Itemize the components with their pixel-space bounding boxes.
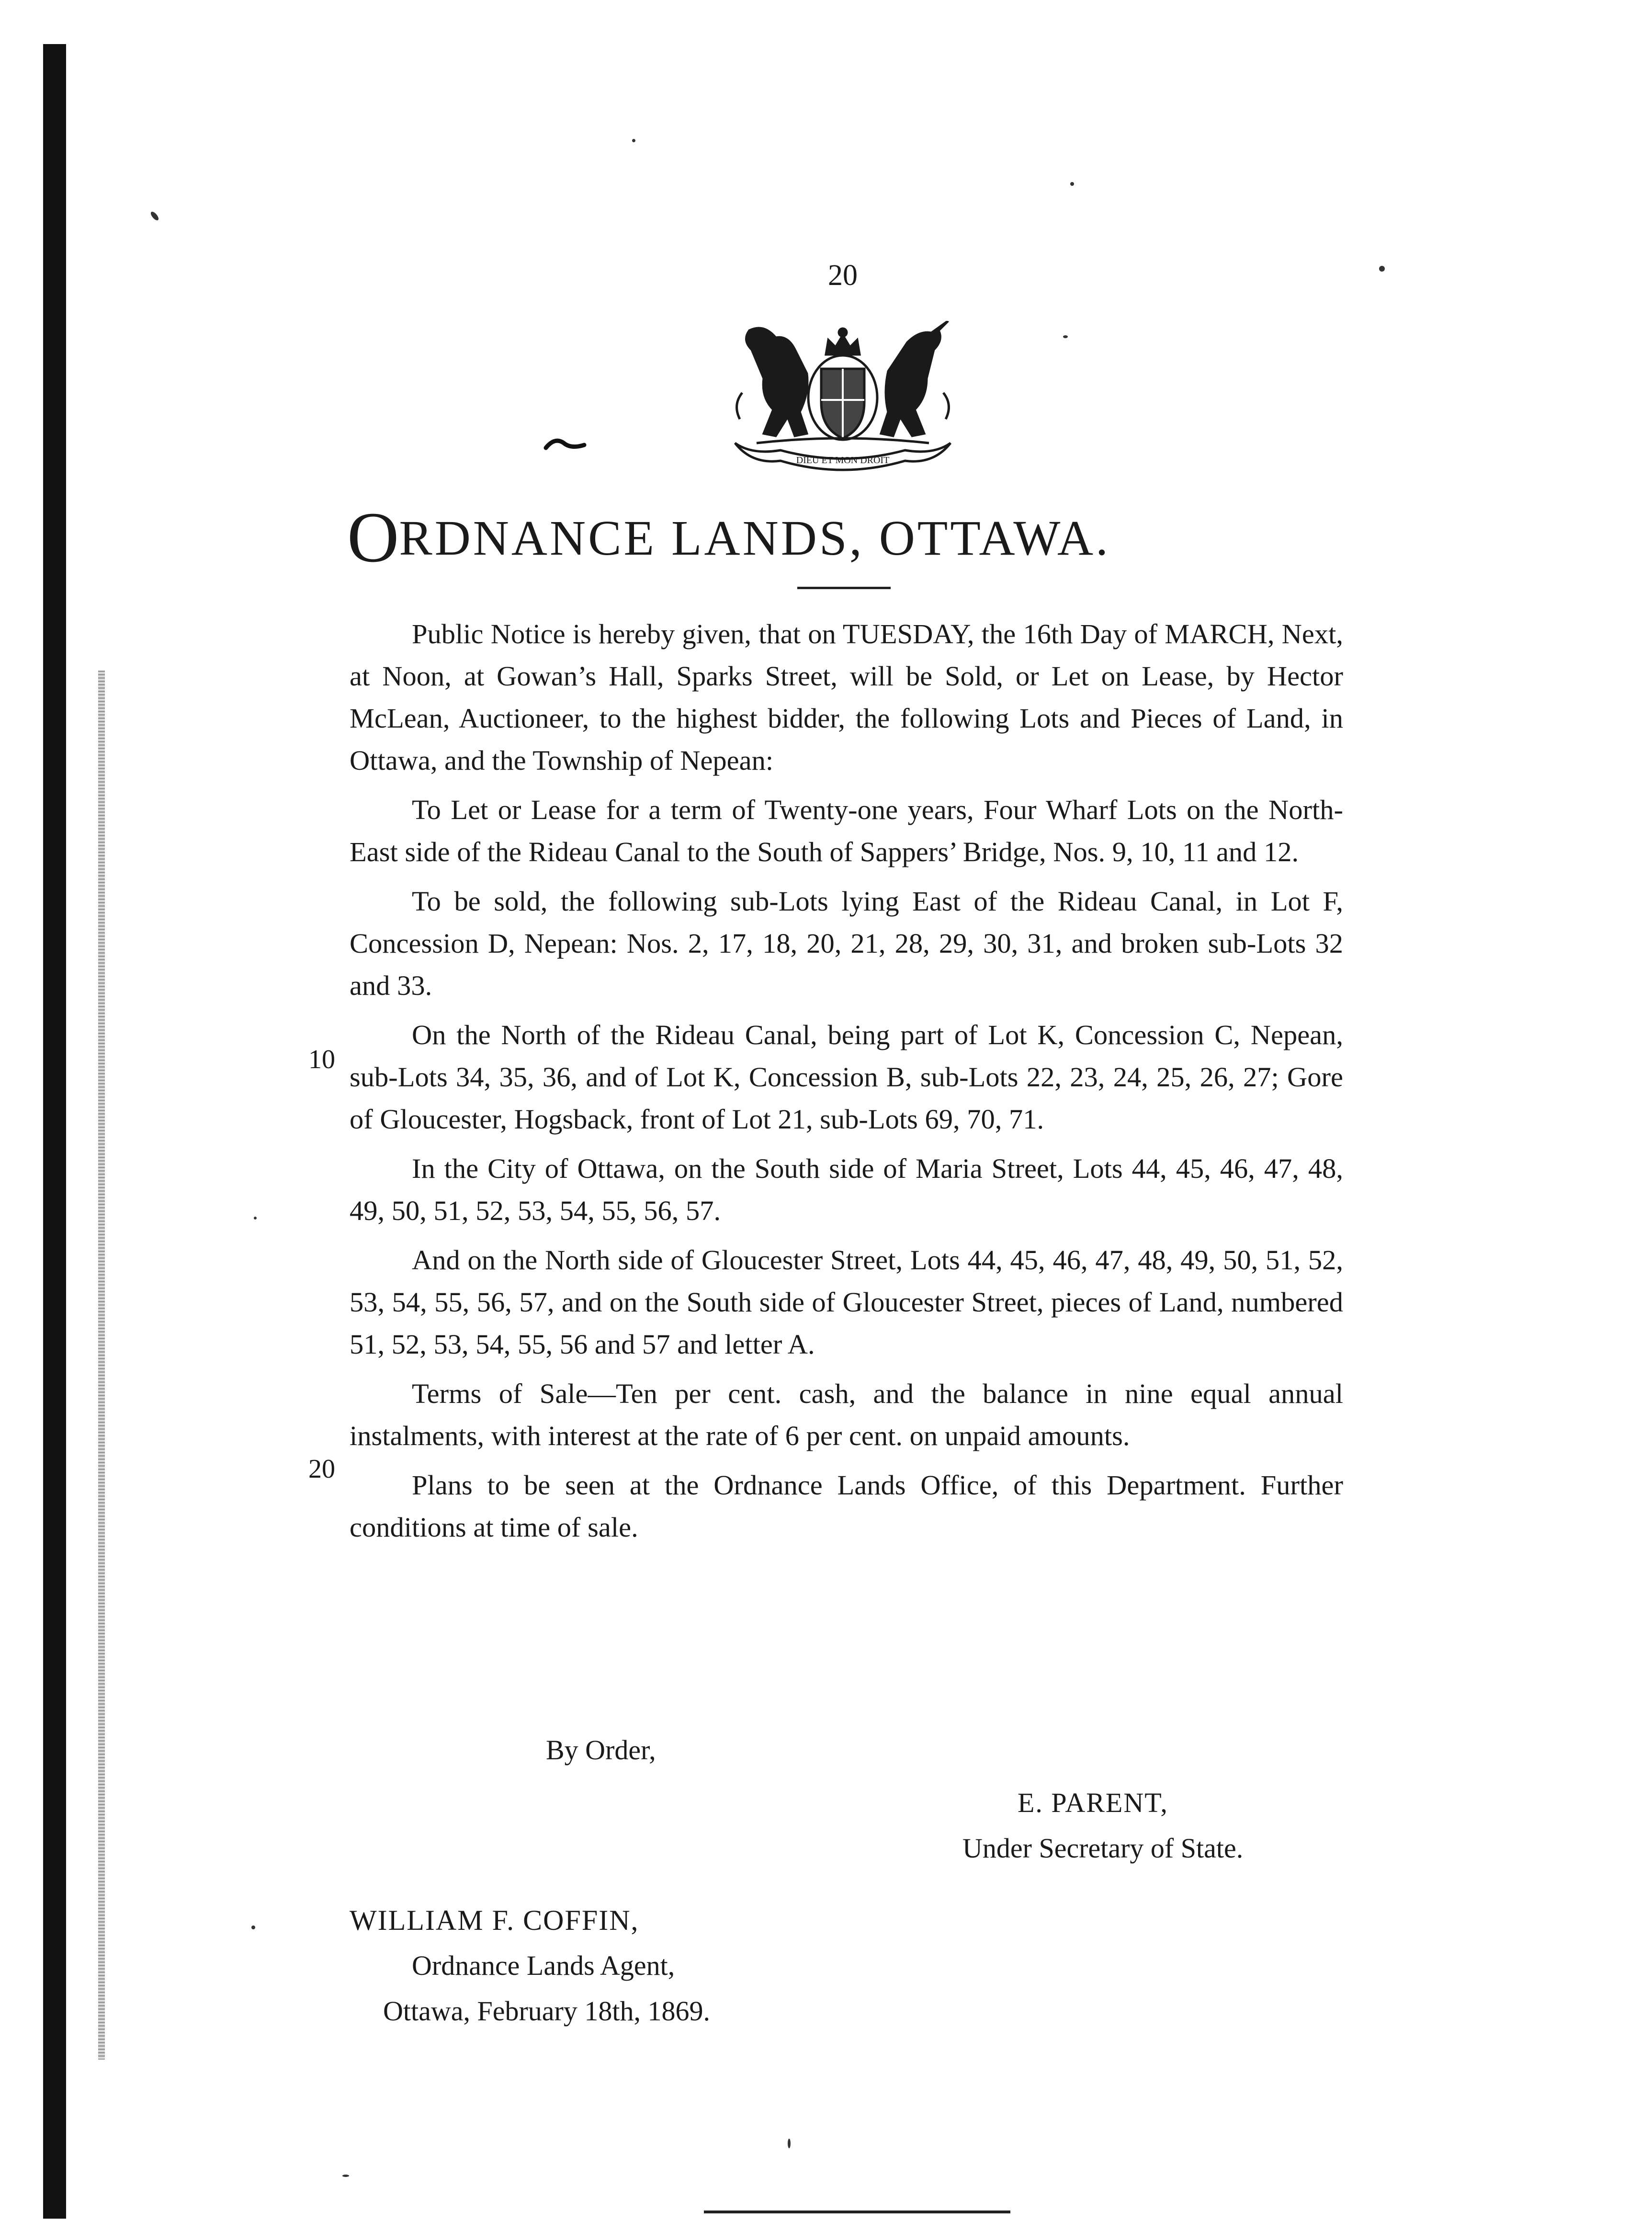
print-speck	[342, 2175, 349, 2177]
ink-mark	[543, 433, 587, 453]
print-speck	[1379, 266, 1385, 272]
notice-paragraph: On the North of the Rideau Canal, being part of Lot K, Concession C, Nepean, sub-Lots 34, 35, 36, and of Lot K, Concession B, sub-Lots 22, 23, 24, 25, 26, 27; Gore of Gloucester, Hogsback, front of Lot 21, sub-Lots 69, 70, 71.	[350, 1019, 1343, 1135]
print-speck	[149, 210, 160, 221]
title-text: RDNANCE LANDS, OTTAWA.	[399, 511, 1111, 566]
line-number-10: 10	[308, 1045, 335, 1074]
title-divider	[797, 587, 891, 589]
print-speck	[1063, 335, 1068, 338]
page-number: 20	[828, 259, 858, 292]
notice-body	[350, 613, 1343, 1556]
print-speck	[251, 1926, 255, 1929]
title-initial: O	[347, 498, 399, 577]
print-speck	[1070, 182, 1074, 186]
binding-stitching	[98, 671, 105, 2060]
signer-title: Under Secretary of State.	[962, 1833, 1244, 1864]
notice-paragraph: Public Notice is hereby given, that on TUESDAY, the 16th Day of MARCH, Next, at Noon, at Gowan’s Hall, Sparks Street, will be Sold, or Let on Lease, by Hector McLean, Auctioneer, to the highest bidder, the following Lots and Pieces of Land, in Ottawa, and the Township of Nepean:	[350, 618, 1343, 776]
print-speck	[254, 1217, 257, 1219]
agent-place-date: Ottawa, February 18th, 1869.	[383, 1995, 710, 2027]
binding-edge	[43, 44, 66, 2219]
notice-paragraph: And on the North side of Gloucester Street, Lots 44, 45, 46, 47, 48, 49, 50, 51, 52, 53, 54, 55, 56, 57, and on the South side of Gloucester Street, pieces of Land, numbered 51, 52, 53, 54, 55, 56 and 57 and letter A.	[350, 1244, 1343, 1360]
notice-paragraph: Terms of Sale—Ten per cent. cash, and the balance in nine equal annual instalments, with interest at the rate of 6 per cent. on unpaid amounts.	[350, 1378, 1343, 1451]
footer-rule	[704, 2211, 1010, 2213]
crest-motto: DIEU ET MON DROIT	[796, 455, 890, 466]
print-speck	[632, 139, 635, 142]
by-order-line: By Order,	[546, 1734, 656, 1766]
notice-paragraph: In the City of Ottawa, on the South side of Maria Street, Lots 44, 45, 46, 47, 48, 49, 50, 51, 52, 53, 54, 55, 56, 57.	[350, 1153, 1343, 1226]
royal-coat-of-arms-icon	[723, 321, 962, 479]
notice-paragraph: To be sold, the following sub-Lots lying East of the Rideau Canal, in Lot F, Concession D, Nepean: Nos. 2, 17, 18, 20, 21, 28, 29, 30, 31, and broken sub-Lots 32 and 33.	[350, 886, 1343, 1001]
line-number-20: 20	[308, 1454, 335, 1484]
signer-name: E. PARENT,	[1018, 1787, 1168, 1818]
notice-paragraph: To Let or Lease for a term of Twenty-one years, Four Wharf Lots on the North-East side of the Rideau Canal to the South of Sappers’ Bridge, Nos. 9, 10, 11 and 12.	[350, 794, 1343, 867]
agent-name: WILLIAM F. COFFIN,	[350, 1904, 639, 1936]
print-speck	[788, 2139, 791, 2148]
agent-title: Ordnance Lands Agent,	[412, 1950, 675, 1981]
notice-paragraph: Plans to be seen at the Ordnance Lands Office, of this Department. Further conditions at time of sale.	[350, 1470, 1343, 1543]
page-title	[347, 498, 1401, 577]
